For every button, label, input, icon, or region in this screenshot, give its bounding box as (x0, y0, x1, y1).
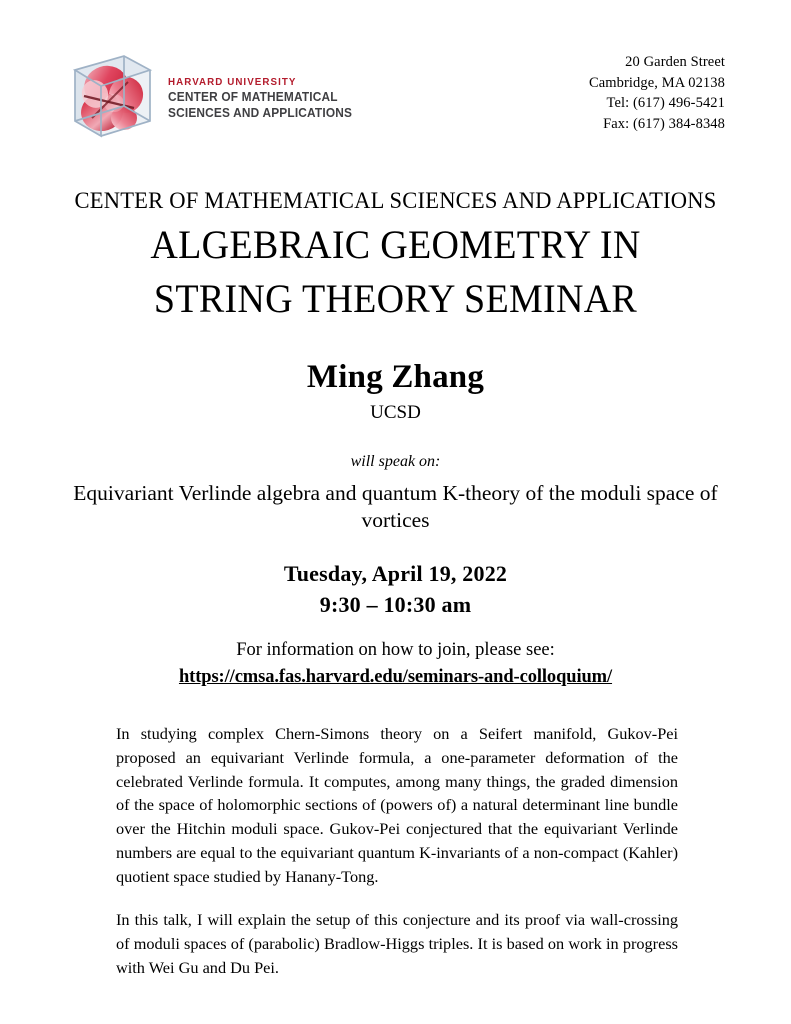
speaker-name: Ming Zhang (306, 359, 485, 395)
event-time: 9:30 – 10:30 am (319, 592, 472, 618)
join-info-block (0, 638, 791, 690)
speaker-affiliation: UCSD (370, 401, 421, 423)
speaker-block (0, 358, 791, 426)
title-block (0, 188, 791, 325)
center-name: CENTER OF MATHEMATICAL SCIENCES AND APPLICATIONS (74, 188, 717, 214)
abstract-paragraph-2: In this talk, I will explain the setup of this conjecture and its proof via wall-crossing of moduli spaces of (parabolic) Bradlow-Higgs triples. It is based on work in progress with Wei Gu and Du Pei. (116, 910, 678, 978)
abstract-block (116, 722, 678, 980)
join-instruction: For information on how to join, please see: (236, 640, 555, 660)
logo-harvard-line: HARVARD UNIVERSITY (168, 75, 297, 88)
will-speak-on-label: will speak on: (350, 453, 441, 470)
address-block (589, 52, 725, 134)
event-date: Tuesday, April 19, 2022 (283, 561, 508, 586)
talk-block (45, 452, 746, 535)
address-fax: Fax: (617) 384-8348 (603, 115, 725, 132)
letterhead (0, 0, 791, 165)
seminar-title-line-2: STRING THEORY SEMINAR (153, 275, 638, 321)
event-datetime (0, 558, 791, 620)
address-city-state-zip: Cambridge, MA 02138 (588, 74, 725, 91)
abstract-paragraph-1: In studying complex Chern-Simons theory on a Seifert manifold, Gukov-Pei proposed an equivariant Verlinde formula, a one-parameter deformation of the celebrated Verlinde formula. It computes, among many things, the graded dimension of the space of holomorphic sections of (powers of) a natural determinant line bundle over the Hitchin moduli space. Gukov-Pei conjectured that the equivariant Verlinde numbers are equal to the equivariant quantum K-invariants of a non-compact (Kahler) quotient space studied by Hanany-Tong. (116, 724, 678, 886)
talk-title: Equivariant Verlinde algebra and quantum K-theory of the moduli space of vortices (73, 480, 718, 533)
address-telephone: Tel: (617) 496-5421 (606, 95, 725, 112)
cmsa-logo (62, 48, 373, 146)
cmsa-logo-wordmark (168, 76, 373, 121)
seminar-title (20, 218, 771, 324)
address-street: 20 Garden Street (625, 54, 725, 70)
logo-cmsa-line-2: SCIENCES AND APPLICATIONS (168, 105, 353, 121)
seminar-page-link[interactable]: https://cmsa.fas.harvard.edu/seminars-and-colloquium/ (178, 666, 613, 687)
cmsa-cube-surface-logo-icon (62, 48, 162, 146)
seminar-title-line-1: ALGEBRAIC GEOMETRY IN (150, 222, 641, 268)
logo-cmsa-line-1: CENTER OF MATHEMATICAL (168, 88, 338, 104)
